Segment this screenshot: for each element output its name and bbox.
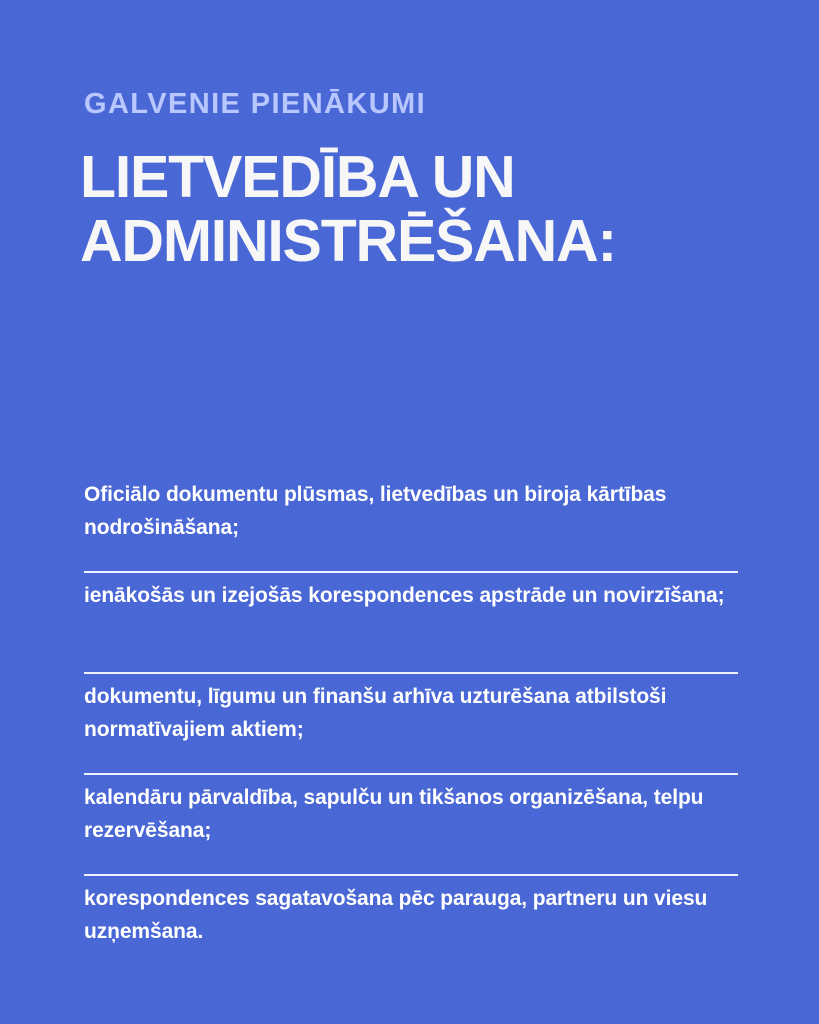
duties-list: [84, 472, 738, 977]
page-title: [80, 145, 760, 273]
duty-item: [84, 876, 738, 977]
duty-item: [84, 573, 738, 674]
duty-text: dokumentu, līgumu un finanšu arhīva uzturēšana atbilstoši normatīvajiem aktiem;: [84, 685, 667, 741]
duty-text: kalendāru pārvaldība, sapulču un tikšanos organizēšana, telpu rezervēšana;: [84, 786, 704, 842]
page-title-line-2: ADMINISTRĒŠANA:: [80, 208, 616, 274]
duty-text: ienākošās un izejošās korespondences apstrāde un novirzīšana;: [84, 584, 725, 607]
duty-text: korespondences sagatavošana pēc parauga, partneru un viesu uzņemšana.: [84, 887, 708, 943]
page-title-line-1: LIETVEDĪBA UN: [80, 144, 515, 210]
duty-text: Oficiālo dokumentu plūsmas, lietvedības un biroja kārtības nodrošināšana;: [84, 483, 667, 539]
section-label: GALVENIE PIENĀKUMI: [84, 88, 427, 120]
duty-item: [84, 674, 738, 775]
duty-item: [84, 472, 738, 573]
duty-item: [84, 775, 738, 876]
